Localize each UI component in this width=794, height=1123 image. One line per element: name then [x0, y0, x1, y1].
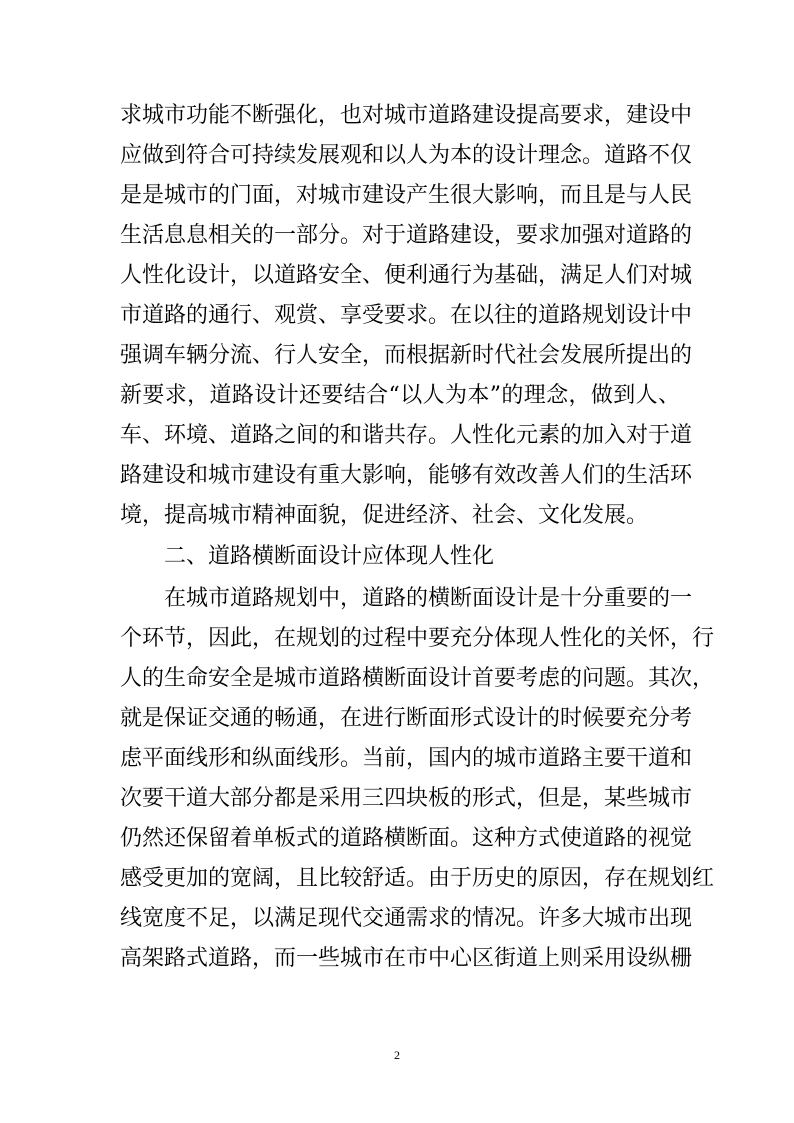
paragraph-line: 应做到符合可持续发展观和以人为本的设计理念。道路不仅 — [120, 143, 693, 168]
paragraph-line: 路建设和城市建设有重大影响，能够有效改善人们的生活环 — [120, 463, 693, 488]
paragraph-line: 强调车辆分流、行人安全，而根据新时代社会发展所提出的 — [120, 343, 693, 368]
paragraph-line: 求城市功能不断强化，也对城市道路建设提高要求，建设中 — [120, 103, 693, 128]
paragraph-line: 次要干道大部分都是采用三四块板的形式，但是，某些城市 — [120, 786, 693, 811]
page-number: 2 — [394, 1048, 400, 1062]
paragraph-line: 车、环境、道路之间的和谐共存。人性化元素的加入对于道 — [120, 423, 693, 448]
paragraph-line: 新要求，道路设计还要结合“以人为本”的理念，做到人、 — [120, 383, 680, 408]
paragraph-line: 市道路的通行、观赏、享受要求。在以往的道路规划设计中 — [120, 303, 693, 328]
paragraph-line: 人性化设计，以道路安全、便利通行为基础，满足人们对城 — [120, 263, 693, 288]
paragraph-line: 是是城市的门面，对城市建设产生很大影响，而且是与人民 — [120, 183, 693, 208]
paragraph-line: 生活息息相关的一部分。对于道路建设，要求加强对道路的 — [120, 223, 693, 248]
paragraph-line: 在城市道路规划中，道路的横断面设计是十分重要的一 — [164, 586, 693, 611]
paragraph-line: 仍然还保留着单板式的道路横断面。这种方式使道路的视觉 — [120, 826, 693, 851]
paragraph-line: 境，提高城市精神面貌，促进经济、社会、文化发展。 — [120, 503, 649, 528]
paragraph-line: 就是保证交通的畅通，在进行断面形式设计的时候要充分考 — [120, 706, 693, 731]
section-heading: 二、道路横断面设计应体现人性化 — [164, 544, 495, 569]
paragraph-line: 高架路式道路，而一些城市在市中心区街道上则采用设纵栅 — [120, 946, 693, 971]
paragraph-line: 个环节，因此，在规划的过程中要充分体现人性化的关怀，行 — [120, 626, 715, 651]
paragraph-line: 线宽度不足，以满足现代交通需求的情况。许多大城市出现 — [120, 906, 693, 931]
paragraph-line: 感受更加的宽阔，且比较舒适。由于历史的原因，存在规划红 — [120, 866, 715, 891]
paragraph-line: 虑平面线形和纵面线形。当前，国内的城市道路主要干道和 — [120, 746, 693, 771]
paragraph-line: 人的生命安全是城市道路横断面设计首要考虑的问题。其次， — [120, 666, 715, 691]
